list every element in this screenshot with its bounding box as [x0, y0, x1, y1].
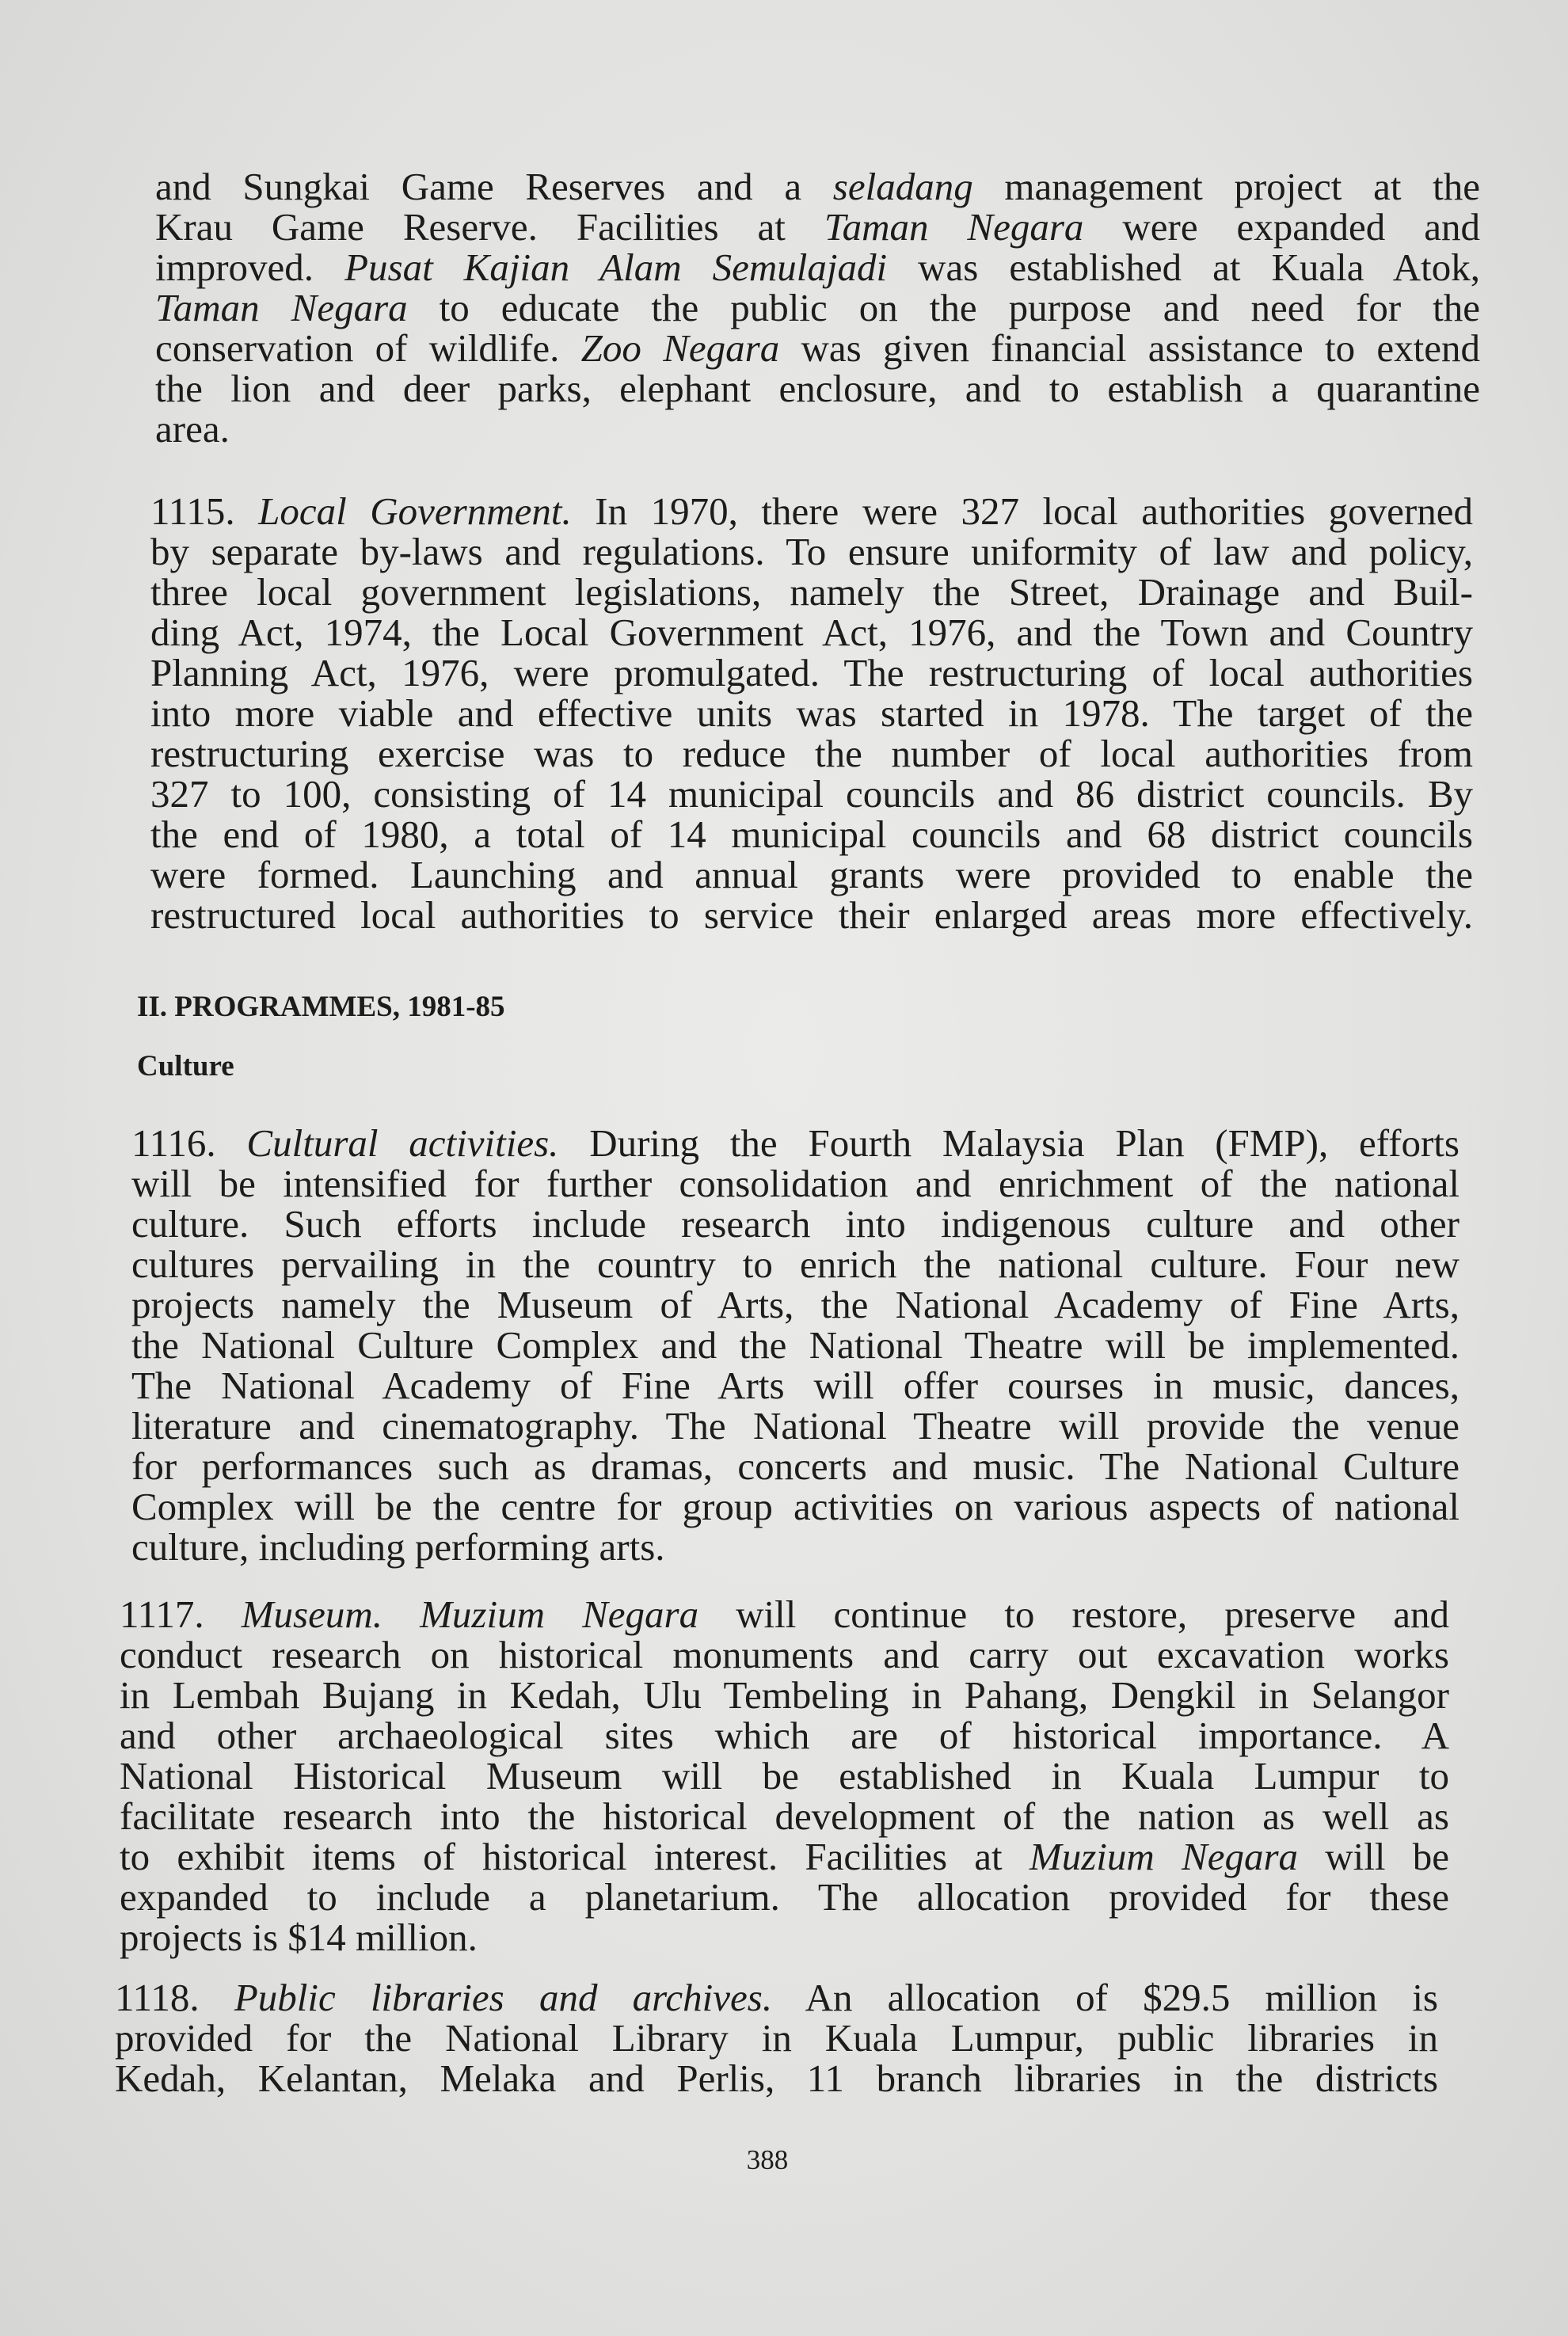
text-segment: into more viable and effective units was started in 1978. The target of the	[150, 691, 1473, 735]
text-segment: conduct research on historical monuments and carry out excavation works	[120, 1633, 1449, 1676]
text-segment: restructuring exercise was to reduce the number of local authorities from	[150, 732, 1473, 775]
text-line	[120, 1715, 1449, 1756]
text-segment: The National Academy of Fine Arts will offer courses in music, dances,	[131, 1364, 1460, 1407]
section-heading: II. PROGRAMMES, 1981-85	[137, 991, 505, 1023]
text-segment: provided for the National Library in Kuala Lumpur, public libraries in	[115, 2016, 1438, 2060]
text-line	[150, 572, 1473, 612]
text-segment: management project at the	[972, 165, 1480, 208]
text-line	[120, 1796, 1449, 1836]
text-line	[120, 1634, 1449, 1675]
text-segment: to educate the public on the purpose and need for the	[407, 286, 1480, 329]
text-segment: the National Culture Complex and the National Theatre will be implemented.	[131, 1323, 1460, 1367]
text-line	[131, 1204, 1460, 1244]
text-line	[155, 328, 1480, 368]
text-segment: Kedah, Kelantan, Melaka and Perlis, 11 branch libraries in the districts	[115, 2056, 1438, 2100]
text-line	[150, 895, 1473, 935]
paragraph-1115-local-government	[150, 491, 1473, 935]
text-segment: facilitate research into the historical development of the nation as well as	[120, 1794, 1449, 1838]
italic-text: seladang	[832, 165, 973, 208]
text-segment: 1116.	[131, 1121, 247, 1165]
text-segment: area.	[155, 407, 230, 451]
text-segment: An allocation of $29.5 million is	[772, 1976, 1438, 2019]
paragraph-1118-libraries	[115, 1977, 1438, 2098]
text-segment: for performances such as dramas, concerts and music. The National Culture	[131, 1444, 1460, 1488]
text-segment: 1115.	[150, 489, 259, 533]
text-segment: restructured local authorities to service their enlarged areas more effectively.	[150, 893, 1473, 937]
text-line	[131, 1325, 1460, 1365]
text-line	[155, 368, 1480, 409]
text-segment: to exhibit items of historical interest. Facilities at	[120, 1835, 1029, 1878]
text-segment: culture, including performing arts.	[131, 1525, 665, 1569]
italic-text: Muzium Negara	[1029, 1835, 1299, 1878]
text-line	[131, 1284, 1460, 1325]
text-segment: was given financial assistance to extend	[779, 326, 1480, 370]
text-segment: by separate by-laws and regulations. To ensure uniformity of law and policy,	[150, 530, 1473, 573]
text-line	[155, 166, 1480, 207]
text-line	[131, 1244, 1460, 1284]
text-line	[131, 1163, 1460, 1204]
text-segment: Planning Act, 1976, were promulgated. The restructuring of local authorities	[150, 651, 1473, 694]
text-line	[150, 814, 1473, 854]
text-line	[131, 1365, 1460, 1406]
text-segment: culture. Such efforts include research into indigenous culture and other	[131, 1202, 1460, 1246]
text-line	[120, 1877, 1449, 1917]
text-segment: 327 to 100, consisting of 14 municipal councils and 86 district councils. By	[150, 772, 1473, 816]
text-segment: literature and cinematography. The National Theatre will provide the venue	[131, 1404, 1460, 1448]
text-line	[120, 1675, 1449, 1715]
text-line	[115, 2018, 1438, 2058]
text-segment: During the Fourth Malaysia Plan (FMP), efforts	[558, 1121, 1460, 1165]
text-line	[120, 1756, 1449, 1796]
text-segment: 1117.	[120, 1592, 242, 1636]
text-segment: National Historical Museum will be established in Kuala Lumpur to	[120, 1754, 1449, 1798]
text-segment: the lion and deer parks, elephant enclosure, and to establish a quarantine	[155, 367, 1480, 410]
text-segment: and other archaeological sites which are of historical importance. A	[120, 1714, 1449, 1757]
text-line	[150, 652, 1473, 693]
text-line	[150, 854, 1473, 895]
text-segment: will be	[1298, 1835, 1449, 1878]
text-segment: projects namely the Museum of Arts, the National Academy of Fine Arts,	[131, 1283, 1460, 1326]
text-segment: In 1970, there were 327 local authorities governed	[571, 489, 1473, 533]
text-segment: were formed. Launching and annual grants were provided to enable the	[150, 853, 1473, 896]
text-line	[131, 1486, 1460, 1527]
text-line	[115, 1977, 1438, 2018]
text-line	[115, 2058, 1438, 2098]
italic-text: Cultural activities.	[246, 1121, 559, 1165]
text-line	[131, 1446, 1460, 1486]
text-segment: conservation of wildlife.	[155, 326, 581, 370]
text-line	[120, 1594, 1449, 1634]
text-segment: three local government legislations, namely the Street, Drainage and Buil-	[150, 570, 1473, 614]
text-segment: ding Act, 1974, the Local Government Act, 1976, and the Town and Country	[150, 611, 1473, 654]
text-line	[120, 1917, 1449, 1957]
text-segment: and Sungkai Game Reserves and a	[155, 165, 833, 208]
text-line	[150, 491, 1473, 531]
page-number: 388	[746, 2144, 789, 2175]
italic-text: Public libraries and archives.	[234, 1976, 773, 2019]
paragraph-wildlife-continued	[155, 166, 1480, 449]
text-segment: 1118.	[115, 1976, 234, 2019]
text-line	[155, 207, 1480, 247]
text-line	[131, 1527, 1460, 1567]
text-line	[155, 287, 1480, 328]
text-segment: was established at Kuala Atok,	[887, 245, 1481, 289]
text-line	[150, 693, 1473, 733]
text-segment: in Lembah Bujang in Kedah, Ulu Tembeling in Pahang, Dengkil in Selangor	[120, 1673, 1449, 1717]
text-segment: improved.	[155, 245, 345, 289]
italic-text: Taman Negara	[155, 286, 408, 329]
italic-text: Local Government.	[258, 489, 572, 533]
text-segment: cultures pervailing in the country to enrich the national culture. Four new	[131, 1242, 1460, 1286]
italic-text: Pusat Kajian Alam Semulajadi	[344, 245, 888, 289]
italic-text: Taman Negara	[824, 205, 1084, 249]
text-line	[150, 612, 1473, 652]
text-line	[131, 1406, 1460, 1446]
text-segment: projects is $14 million.	[120, 1916, 478, 1959]
text-segment: Complex will be the centre for group activities on various aspects of national	[131, 1485, 1460, 1528]
text-segment: expanded to include a planetarium. The allocation provided for these	[120, 1875, 1449, 1919]
text-segment: will be intensified for further consolidation and enrichment of the national	[131, 1162, 1460, 1205]
text-line	[155, 247, 1480, 287]
text-line	[131, 1123, 1460, 1163]
text-line	[150, 531, 1473, 572]
text-line	[155, 409, 1480, 449]
text-segment: will continue to restore, preserve and	[698, 1592, 1449, 1636]
text-line	[150, 733, 1473, 774]
italic-text: Zoo Negara	[580, 326, 780, 370]
text-segment: Krau Game Reserve. Facilities at	[155, 205, 824, 249]
subheading-culture: Culture	[137, 1050, 234, 1082]
text-line	[120, 1836, 1449, 1877]
italic-text: Museum. Muzium Negara	[241, 1592, 699, 1636]
text-line	[150, 774, 1473, 814]
text-segment: the end of 1980, a total of 14 municipal councils and 68 district councils	[150, 812, 1473, 856]
paragraph-1117-museum	[120, 1594, 1449, 1957]
paragraph-1116-cultural-activities	[131, 1123, 1460, 1567]
text-segment: were expanded and	[1083, 205, 1480, 249]
